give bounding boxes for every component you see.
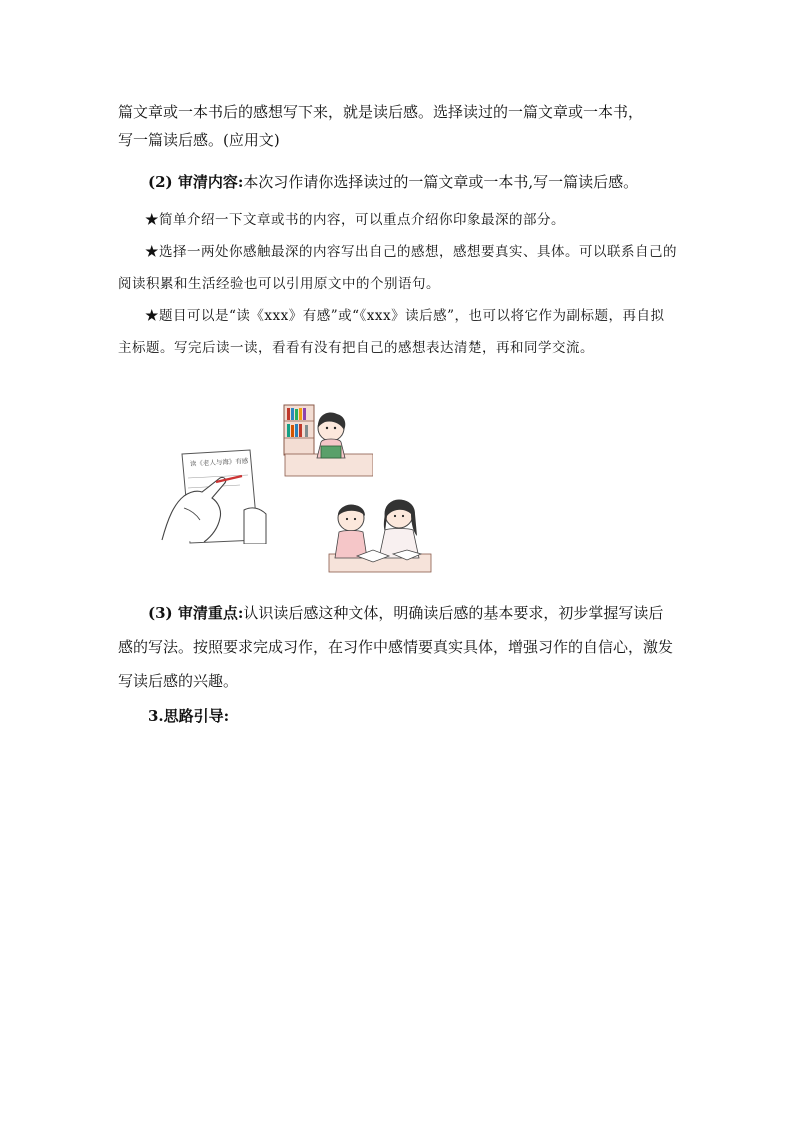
tip-item: ★题目可以是“读《xxx》有感”或“《xxx》读后感”，也可以将它作为副标题，再自拟主标题。写完后读一读，看看有没有把自己的感想表达清楚，再和同学交流。 xyxy=(118,308,665,356)
focus-label: (3) 审清重点: xyxy=(148,604,244,622)
content-paragraph xyxy=(118,168,678,196)
intro-paragraph xyxy=(118,98,678,154)
intro-line-1: 篇文章或一本书后的感想写下来，就是读后感。选择读过的一篇文章或一本书， xyxy=(118,103,644,121)
tip-item: ★选择一两处你感触最深的内容写出自己的感想，感想要真实、具体。可以联系自己的阅读积累和生活经验也可以引用原文中的个别语句。 xyxy=(118,244,677,292)
writing-hand-illustration xyxy=(160,448,268,544)
girl-reading-illustration xyxy=(281,402,373,484)
tip-item: ★简单介绍一下文章或书的内容，可以重点介绍你印象最深的部分。 xyxy=(145,212,565,228)
focus-paragraph xyxy=(118,596,678,698)
content-text: 本次习作请你选择读过的一篇文章或一本书,写一篇读后感。 xyxy=(243,173,639,191)
tips-list xyxy=(118,204,678,364)
content-label: (2) 审清内容: xyxy=(148,173,244,191)
focus-text: 认识读后感这种文体，明确读后感的基本要求，初步掌握写读后感的写法。按照要求完成习作，在习作中感情要真实具体，增强习作的自信心，激发写读后感的兴趣。 xyxy=(118,604,674,690)
girls-discussing-illustration xyxy=(323,492,435,574)
guide-heading: 3.思路引导: xyxy=(148,707,230,725)
paper-title: 读《老人与海》有感 xyxy=(189,456,249,468)
intro-line-2: 写一篇读后感。(应用文) xyxy=(118,131,280,149)
